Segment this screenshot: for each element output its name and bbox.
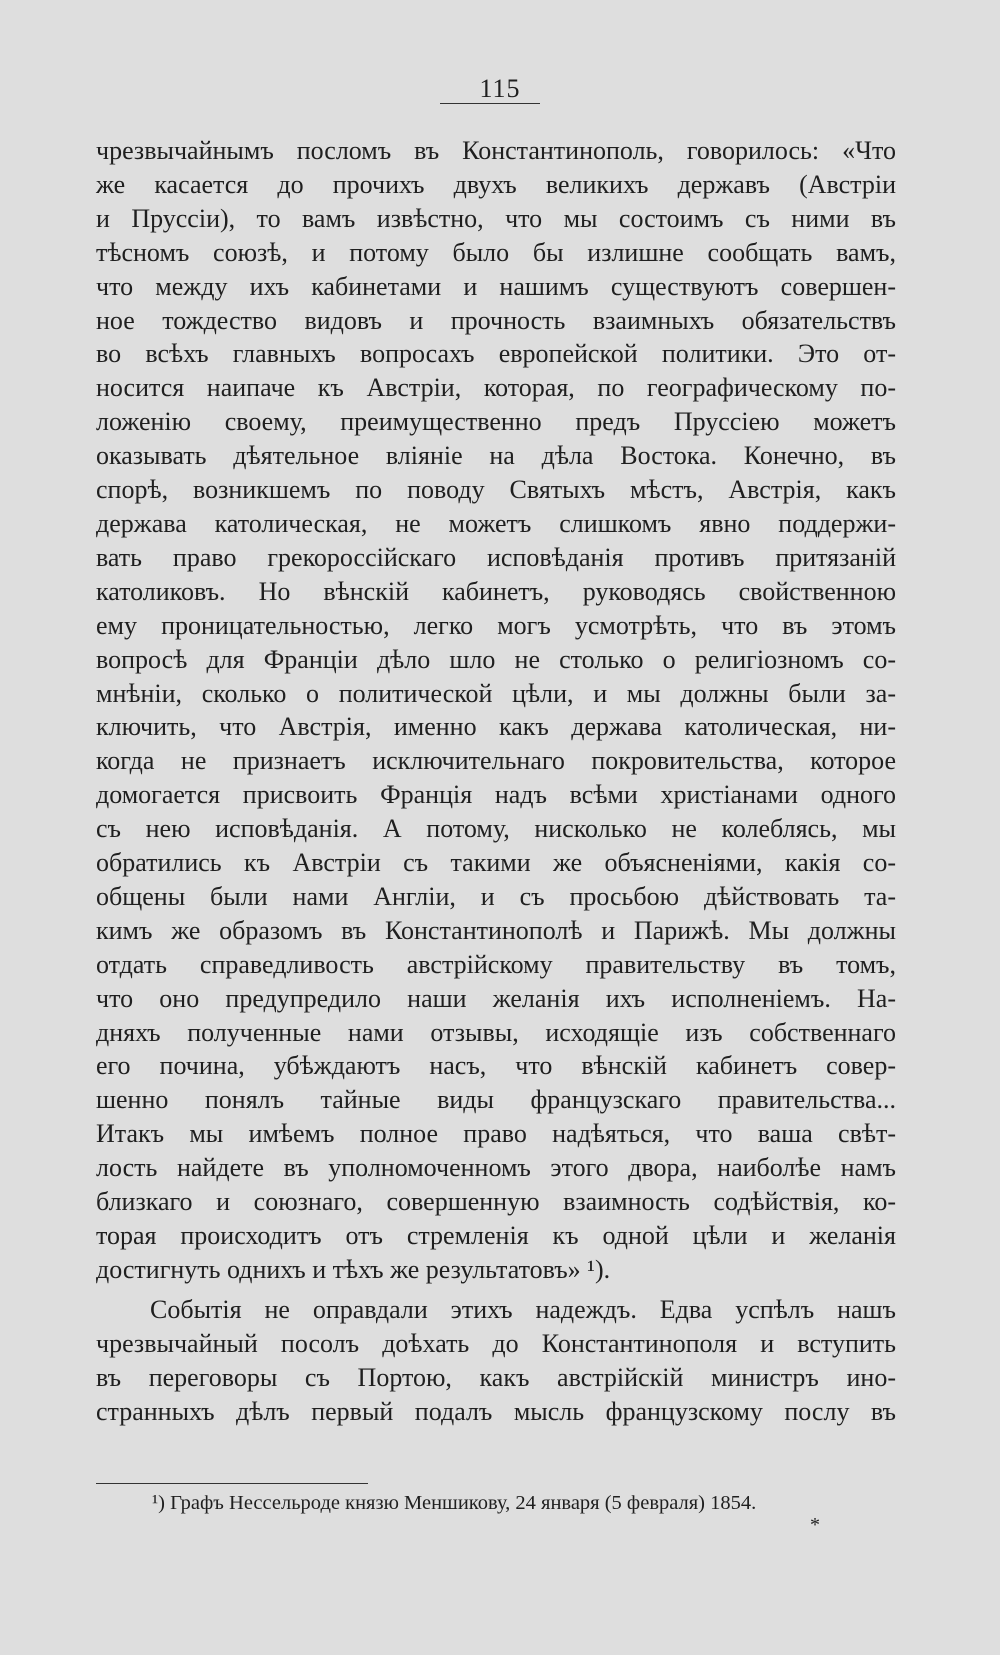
text-line: Событія не оправдали этихъ надеждъ. Едва успѣлъ нашъ: [150, 1294, 896, 1324]
text-line: ему проницательностью, легко могъ усмотрѣть, что въ этомъ: [96, 610, 896, 640]
text-line: когда не признаетъ исключительнаго покровительства, которое: [96, 746, 896, 776]
paragraph-1: [96, 134, 896, 1287]
text-line: что оно предупредило наши желанія ихъ исполненіемъ. На-: [96, 983, 896, 1013]
text-line: и Пруссіи), то вамъ извѣстно, что мы состоимъ съ ними въ: [96, 203, 896, 233]
text-line: странныхъ дѣлъ первый подалъ мысль французскому послу въ: [96, 1396, 896, 1426]
text-line: держава католическая, не можетъ слишкомъ явно поддержи-: [96, 508, 896, 538]
text-line: чрезвычайный посолъ доѣхать до Константинополя и вступить: [96, 1328, 896, 1358]
text-line: близкаго и союзнаго, совершенную взаимность содѣйствія, ко-: [96, 1187, 896, 1217]
text-line: же касается до прочихъ двухъ великихъ державъ (Австріи: [96, 169, 896, 199]
text-line: носится наипаче къ Австріи, которая, по географическому по-: [96, 373, 896, 403]
text-line: вопросѣ для Франціи дѣло шло не столько о религіозномъ со-: [96, 644, 896, 674]
text-line: отдать справедливость австрійскому правительству въ томъ,: [96, 949, 896, 979]
text-line: мнѣніи, сколько о политической цѣли, и мы должны были за-: [96, 678, 896, 708]
signature-mark: *: [810, 1514, 820, 1536]
text-line: Итакъ мы имѣемъ полное право надѣяться, что ваша свѣт-: [96, 1119, 896, 1149]
text-line: ное тождество видовъ и прочность взаимныхъ обязательствъ: [96, 305, 896, 335]
text-line: съ нею исповѣданія. А потому, нисколько не колеблясь, мы: [96, 814, 896, 844]
text-line: обратились къ Австріи съ такими же объясненіями, какія со-: [96, 848, 896, 878]
text-line: спорѣ, возникшемъ по поводу Святыхъ мѣстъ, Австрія, какъ: [96, 475, 896, 505]
text-line: дняхъ полученные нами отзывы, исходящіе изъ собственнаго: [96, 1017, 896, 1047]
text-line: оказывать дѣятельное вліяніе на дѣла Востока. Конечно, въ: [96, 441, 896, 471]
text-line: домогается присвоить Франція надъ всѣми христіанами одного: [96, 780, 896, 810]
text-line: ключить, что Австрія, именно какъ держава католическая, ни-: [96, 712, 896, 742]
paragraph-2: [96, 1293, 896, 1429]
text-line: ложенію своему, преимущественно предъ Пруссіею можетъ: [96, 407, 896, 437]
text-line: общены были нами Англіи, и съ просьбою дѣйствовать та-: [96, 881, 896, 911]
text-line: тѣсномъ союзѣ, и потому было бы излишне сообщать вамъ,: [96, 237, 896, 267]
header-rule: [440, 103, 540, 104]
text-line: его почина, убѣждаютъ насъ, что вѣнскій кабинетъ совер-: [96, 1051, 896, 1081]
text-line: во всѣхъ главныхъ вопросахъ европейской политики. Это от-: [96, 339, 896, 369]
footnote-rule: [96, 1483, 368, 1484]
text-line: вать право грекороссійскаго исповѣданія противъ притязаній: [96, 542, 896, 572]
text-line: въ переговоры съ Портою, какъ австрійскій министръ ино-: [96, 1362, 896, 1392]
text-line: лость найдете въ уполномоченномъ этого двора, наиболѣе намъ: [96, 1153, 896, 1183]
text-line: католиковъ. Но вѣнскій кабинетъ, руководясь свойственною: [96, 576, 896, 606]
text-line: торая происходитъ отъ стремленія къ одной цѣли и желанія: [96, 1221, 896, 1250]
footnote: ¹) Графъ Нессельроде князю Меншикову, 24 января (5 февраля) 1854.: [152, 1492, 757, 1514]
text-line: чрезвычайнымъ посломъ въ Константинополь, говорилось: «Что: [96, 136, 896, 165]
text-line: что между ихъ кабинетами и нашимъ существуютъ совершен-: [96, 271, 896, 301]
text-line: шенно понялъ тайные виды французскаго правительства...: [96, 1085, 896, 1115]
page-number: 115: [479, 74, 521, 103]
main-text: [96, 134, 896, 1428]
text-line: кимъ же образомъ въ Константинополѣ и Парижѣ. Мы должны: [96, 915, 896, 945]
text-line: достигнуть однихъ и тѣхъ же результатовъ» ¹).: [96, 1254, 611, 1284]
